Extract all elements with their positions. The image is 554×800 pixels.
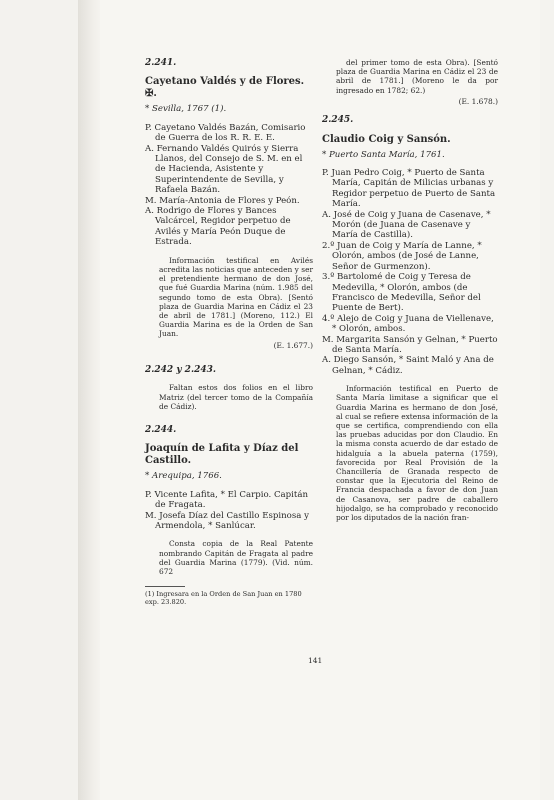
right-column (322, 58, 498, 524)
person-line: 3.º Bartolomé de Coig y Teresa de Medevilla, * Olorón, ambos (de Francisco de Medevilla, Señor del Puente de Bert). (322, 272, 481, 314)
entry-note-2244: Consta copia de la Real Patente nombrando Capitán de Fragata al padre del Guardia Marina (1779). (Vid. núm. 672 (159, 539, 313, 576)
entry-ref-2241: (E. 1.677.) (273, 340, 313, 350)
entry-note-2242: Faltan estos dos folios en el libro Matriz (del tercer tomo de la Compañía de Cádiz). (159, 383, 313, 411)
entry-birth-2244: * Arequipa, 1766. (145, 471, 222, 482)
person-line: P. Cayetano Valdés Bazán, Comisario de Guerra de los R. R. E. E. (145, 122, 306, 144)
person-line: M. Margarita Sansón y Gelnan, * Puerto de Santa María. (322, 334, 498, 355)
left-column (145, 58, 313, 606)
entry-number-2241: 2.241. (145, 58, 177, 68)
person-line: A. José de Coig y Juana de Casenave, * Morón (de Juana de Casenave y María de Castilla). (322, 209, 491, 241)
person-line: 4.º Alejo de Coig y Juana de Viellenave, * Olorón, ambos. (322, 313, 494, 335)
person-line: P. Vicente Lafita, * El Carpio. Capitán de Fragata. (145, 489, 308, 511)
person-line: A. Rodrigo de Flores y Bances Valcárcel, Regidor perpetuo de Avilés y María Peón Duque de Estrada. (145, 206, 291, 248)
entry-number-2244: 2.244. (145, 424, 177, 435)
person-line: P. Juan Pedro Coig, * Puerto de Santa María, Capitán de Milicias urbanas y Regidor perpetuo de Puerto de Santa María. (322, 168, 496, 210)
person-line: A. Fernando Valdés Quirós y Sierra Llanos, del Consejo de S. M. en el de Hacienda, Asistente y Superintendente de Sevilla, y Rafaela Bazán. (145, 143, 303, 196)
entry-title-2245: Claudio Coig y Sansón. (322, 133, 451, 145)
entry-number-2245: 2.245. (322, 115, 354, 126)
scan-margin (0, 0, 80, 800)
entry-title-2244: Joaquín de Lafita y Díaz del Castillo. (145, 443, 299, 467)
page-number: 141 (308, 656, 323, 665)
continued-note: del primer tomo de esta Obra). [Sentó plaza de Guardia Marina en Cádiz el 23 de abril de 1781.] (Moreno le da por ingresado en 1782; 62.) (336, 58, 498, 95)
footnote: (1) Ingresara en la Orden de San Juan en 1780 exp. 23.820. (145, 590, 302, 607)
entry-title-2241: Cayetano Valdés y de Flores. ✠. (145, 76, 305, 100)
entry-note-2245: Información testifical en Puerto de Santa María limitase a significar que el Guardia Marina es hermano de don José, al cual se refiere extensa información de la que se certifica, comprendiendo con ella las pruebas aducidas por don Claudio. En la misma consta acuerdo de dar estado de hidalguía a la abuela paterna (1759), favorecida por Real Provisión de la Chancillería de Granada respecto de constar que la Ejecutoria del Reino de Francia despachada a favor de don Juan de Casanova, ser padre de caballero hijodalgo, se ha comprobado y reconocido por los diputados de la nación fran- (336, 384, 498, 522)
entry-note-2241: Información testifical en Avilés acredita las noticias que anteceden y ser el pretendiente hermano de don José, que fué Guardia Marina (núm. 1.985 del segundo tomo de esta Obra). [Sentó plaza de Guardia Marina en Cádiz el 23 de abril de 1781.] (Moreno, 112.) El Guardia Marina es de la Orden de San Juan. (159, 255, 313, 339)
footnote-rule (145, 586, 185, 587)
person-line: M. María-Antonia de Flores y Peón. (145, 195, 300, 206)
entry-number-2242: 2.242 y 2.243. (145, 364, 216, 375)
entry-birth-2245: * Puerto Santa María, 1761. (322, 149, 445, 160)
entry-birth-2241: * Sevilla, 1767 (1). (145, 104, 227, 115)
person-line: A. Diego Sansón, * Saint Maló y Ana de Gelnan, * Cádiz. (322, 355, 494, 376)
continued-ref: (E. 1.678.) (458, 96, 498, 106)
person-line: 2.º Juan de Coig y María de Lanne, * Olorón, ambos (de José de Lanne, Señor de Gurmenzon). (322, 240, 482, 272)
person-line: M. Josefa Díaz del Castillo Espinosa y Armendola, * Sanlúcar. (145, 510, 309, 531)
